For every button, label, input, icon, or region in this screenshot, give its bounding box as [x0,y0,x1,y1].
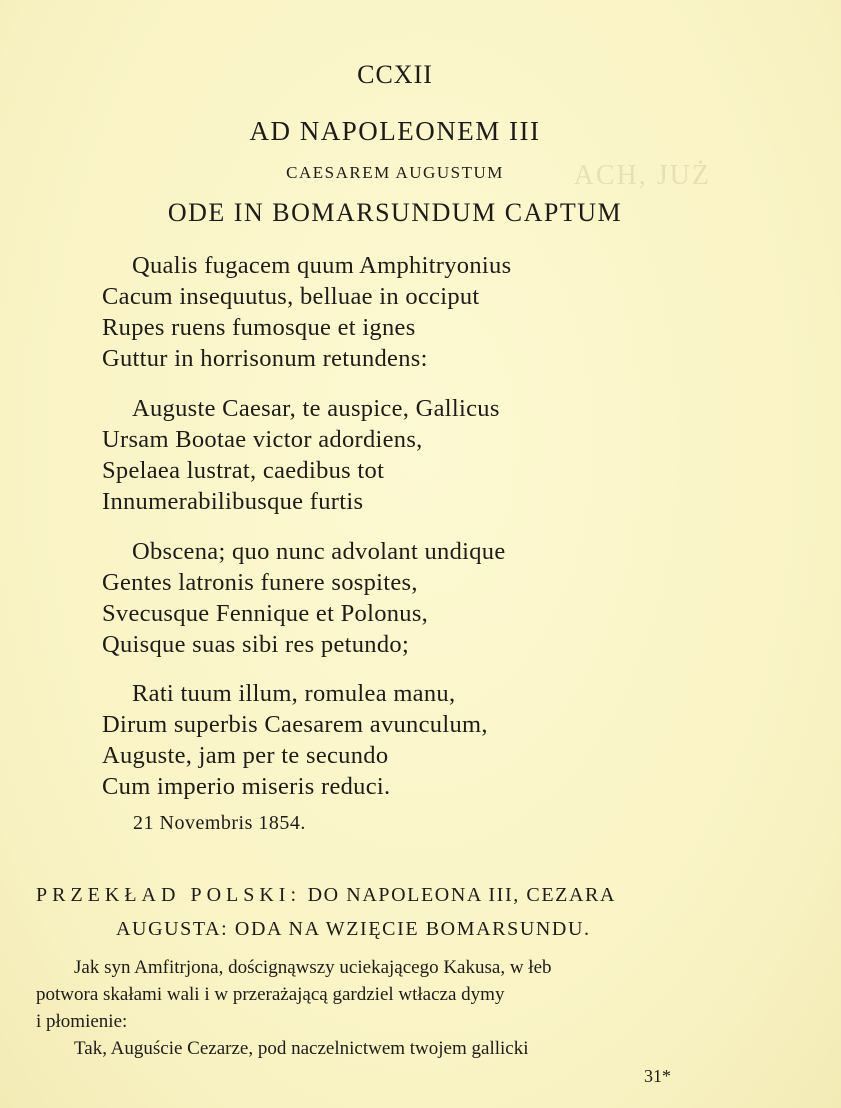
verse-line: Qualis fugacem quum Amphitryonius [132,252,512,279]
prose-line: Tak, Auguście Cezarze, pod naczelnictwem twojem gallicki [74,1038,529,1059]
verse-line: Innumerabilibusque furtis [102,488,364,515]
poem-number: CCXII [357,60,433,89]
poem-subtitle: CAESAREM AUGUSTUM [286,163,504,182]
verse-line: Cacum insequutus, belluae in occiput [102,283,480,310]
verse-line: Cum imperio miseris reduci. [102,773,391,800]
verse-line: Rati tuum illum, romulea manu, [132,680,456,707]
translation-label: PRZEKŁAD POLSKI: [36,884,302,906]
poem-date: 21 Novembris 1854. [133,812,306,834]
prose-line: potwora skałami wali i w przerażającą gardziel wtłacza dymy [36,984,505,1005]
prose-line: i płomienie: [36,1011,128,1032]
translation-heading [36,878,766,946]
verse-line: Obscena; quo nunc advolant undique [132,538,506,565]
stanza-4 [102,678,702,802]
verse-line: Svecusque Fennique et Polonus, [102,600,429,627]
stanza-2 [102,393,702,517]
verse-line: Quisque suas sibi res petundo; [102,631,410,658]
verse-line: Auguste Caesar, te auspice, Gallicus [132,395,500,422]
verse-line: Auguste, jam per te secundo [102,742,389,769]
verse-line: Spelaea lustrat, caedibus tot [102,457,385,484]
translation-heading-line2: AUGUSTA: ODA NA WZIĘCIE BOMARSUNDU. [116,918,591,940]
translation-prose [36,954,766,1062]
prose-line: Jak syn Amfitrjona, doścignąwszy uciekającego Kakusa, w łeb [74,957,552,978]
verse-line: Gentes latronis funere sospites, [102,569,418,596]
verse-line: Rupes ruens fumosque et ignes [102,314,416,341]
poem-title: AD NAPOLEONEM III [249,116,541,146]
show-through-text: ACH, JUŻ [573,160,711,191]
stanza-3 [102,536,702,660]
stanza-1 [102,250,702,374]
page-number: 31* [644,1066,671,1086]
verse-line: Guttur in horrisonum retundens: [102,345,428,372]
verse-line: Ursam Bootae victor adordiens, [102,426,423,453]
translation-heading-rest: DO NAPOLEONA III, CEZARA [307,884,617,906]
ode-title: ODE IN BOMARSUNDUM CAPTUM [167,198,623,227]
verse-line: Dirum superbis Caesarem avunculum, [102,711,488,738]
